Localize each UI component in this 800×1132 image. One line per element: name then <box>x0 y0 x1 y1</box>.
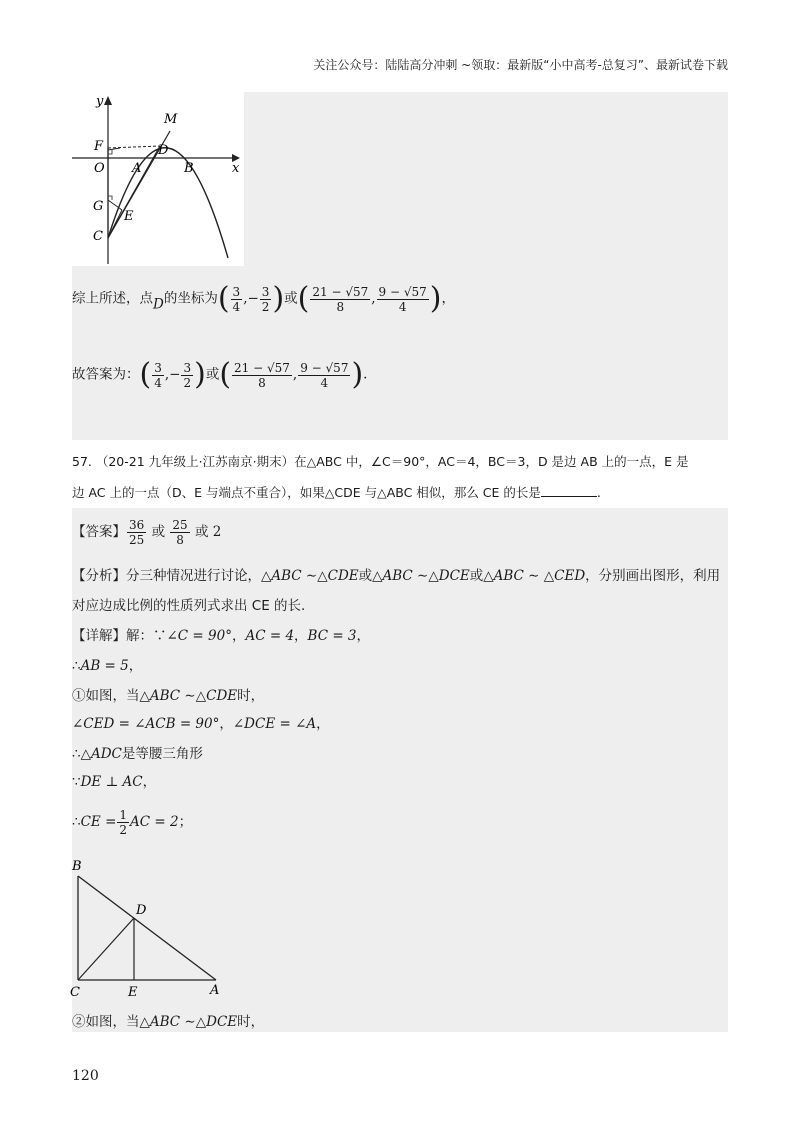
label-O: O <box>94 161 105 176</box>
analysis-line2: 对应边成比例的性质列式求出 CE 的长. <box>72 598 306 614</box>
label-B: B <box>72 859 82 874</box>
detail-line3: ①如图，当△ABC ∼△CDE时， <box>72 688 265 704</box>
label-C: C <box>70 985 80 1000</box>
label-D: D <box>158 143 169 158</box>
answer-row: 【答案】 $\frac{36}{25}$ 或 $\frac{25}{8}$ 或 2 <box>72 518 222 547</box>
detail-line5: ∴△ADC是等腰三角形 <box>72 746 203 762</box>
detail-line6: ∵DE ⊥ AC， <box>72 774 157 790</box>
question-57-line1: 57. （20-21 九年级上·江苏南京·期末）在△ABC 中，∠C＝90°，AC＝4，BC＝3，D 是边 AB 上的一点，E 是 <box>72 454 689 469</box>
triangle-figure <box>66 856 236 1000</box>
label-G: G <box>93 199 104 214</box>
label-E: E <box>128 985 138 1000</box>
detail-line2: ∴AB = 5， <box>72 658 143 674</box>
label-A: A <box>210 983 220 998</box>
label-M: M <box>164 112 178 127</box>
page-number: 120 <box>72 1068 99 1084</box>
label-D: D <box>136 903 147 918</box>
summary-line: 综上所述，点D的坐标为( $\frac{3}{4}$ ,− $\frac{3}{2}$ )或( $\frac{21 - √57}{8}$ , $\frac{9 - √57}{4}$ )， <box>72 281 455 316</box>
answer-line: 故答案为：( $\frac{3}{4}$ ,− $\frac{3}{2}$ )或( $\frac{21 - √57}{8}$ , $\frac{9 - √57}{4}$ ). <box>72 357 368 392</box>
label-E: E <box>124 209 134 224</box>
page-header: 关注公众号：陆陆高分冲刺 ~领取：最新版“小中高考-总复习”、最新试卷下载 <box>313 58 728 72</box>
answer-blank <box>541 482 597 497</box>
question-57-line2: 边 AC 上的一点（D、E 与端点不重合），如果△CDE 与△ABC 相似，那么 CE 的长是 . <box>72 482 601 503</box>
detail-line8: ②如图，当△ABC ∼△DCE时， <box>72 1014 265 1030</box>
label-B: B <box>184 161 194 176</box>
detail-line4: ∠CED = ∠ACB = 90°，∠DCE = ∠A， <box>72 716 330 732</box>
label-C: C <box>93 229 103 244</box>
label-A: A <box>132 161 142 176</box>
label-y: y <box>96 94 104 109</box>
analysis-line1: 【分析】分三种情况进行讨论，△ABC ∼△CDE或△ABC ∼△DCE或△ABC ∼ △CED，分别画出图形，利用 <box>72 568 721 584</box>
label-x: x <box>232 161 240 176</box>
parabola-figure <box>72 92 244 266</box>
detail-line1: 【详解】解：∵∠C = 90°，AC = 4，BC = 3， <box>72 628 371 644</box>
label-F: F <box>94 139 104 154</box>
detail-line7: ∴CE = $\frac{1}{2}$ AC = 2； <box>72 808 193 837</box>
